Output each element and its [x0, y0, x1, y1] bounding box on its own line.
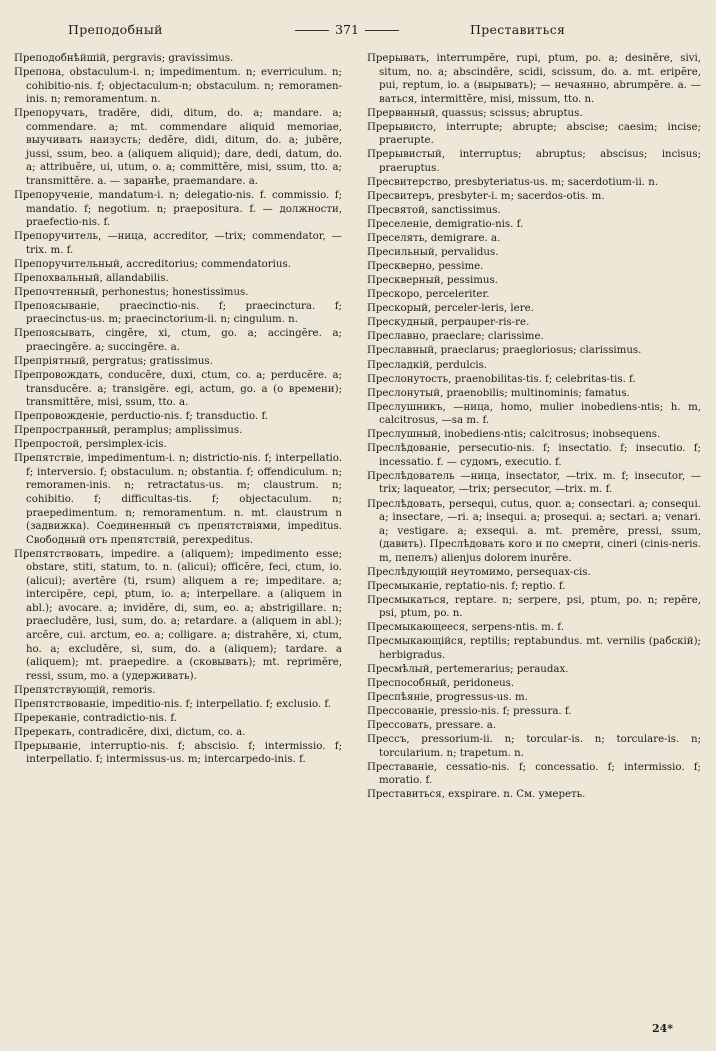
dictionary-entry: Преслушникъ, —ница, homo, mulier inobediens-ntis; h. m, calcitrosus, —sa m. f.: [367, 401, 701, 427]
dictionary-entry: Пререканіе, contradictio-nis. f.: [14, 712, 177, 724]
dictionary-entry: Прерываніе, interruptio-nis. f; abscisio. f; intermissio. f; interpellatio. f; intermissus-us. m; intercarpedo-inis. f.: [14, 740, 342, 766]
dictionary-entry: Препоручать, tradĕre, didi, ditum, do. a; mandare. a; commendare. a; mt. commendare aliquid memoriae, выучивать наизусть; dedĕre, didi, ditum, do. a; jubĕre, jussi, ssum, beo. a (aliquem aliquid); dare, dedi, datum, do. a; attribuĕre, ui, utum, o. a; committĕre, misi, ssum, tto. a; transmittĕre. a. — заранѣе, praemandare. a.: [14, 108, 342, 187]
dictionary-entry: Преспѣяніе, progressus-us. m.: [367, 692, 528, 704]
running-head-left: Преподобный: [68, 22, 163, 37]
dictionary-entry: Прессованіе, pressio-nis. f; pressura. f.: [367, 706, 572, 718]
dictionary-entry: Прерванный, quassus; scissus; abruptus.: [367, 107, 583, 119]
dictionary-entry: Препохвальный, allandabilis.: [14, 272, 169, 284]
dictionary-entry: Пререкать, contradicĕre, dixi, dictum, co. a.: [14, 726, 246, 738]
dictionary-entry: Препятствующій, remoris.: [14, 684, 156, 696]
dictionary-entry: Прерывистый, interruptus; abruptus; abscisus; incisus; praeruptus.: [367, 149, 701, 174]
dictionary-entry: Прерывать, interrumpĕre, rupi, ptum, po. a; desinĕre, sivi, situm, no. a; abscindĕre, scidi, scissum, do. a. mt. eripĕre, pui, reptum, io. a (вырывать); — нечаянно, abrumpĕre. a. —ваться, intermittĕre, misi, missum, tto. n.: [367, 53, 701, 105]
right-column: [367, 52, 701, 803]
dictionary-entry: Препорученіе, mandatum-i. n; delegatio-nis. f. commissio. f; mandatio. f; negotium. n; praepositura. f. — должности, praefectio-nis. f.: [14, 189, 342, 229]
dash-rule-right: [365, 30, 399, 31]
dictionary-entry: Пресильный, pervalidus.: [367, 247, 499, 259]
dictionary-entry: Препоручительный, accreditorius; commendatorius.: [14, 258, 291, 270]
dictionary-entry: Препятствовать, impedire. a (aliquem); impedimento esse; obstare, stiti, statum, to. n. (alicui); officĕre, feci, ctum, io. (alicui); avertĕre (ti, rsum) aliquem a re; impeditare. a; intercipĕre, cepi, ptum, io. a; interpellare. a (aliquem in abl.); avocare. a; invidĕre, di, sum, eo. a; abstrigillare. n; praecludĕre, lusi, sum, do. a; retardare. a (aliquem in abl.); arcĕre, cui. arctum, eo. a; colligare. a; distrahĕre, xi, ctum, ho. a; excludĕre, si, sum, do. a (aliquem); tardare. a (aliquem); mt. praepedire. a (сковывать); mt. reprimĕre, ressi, ssum, mo. a (удерживать).: [14, 548, 342, 682]
dictionary-entry: Прерывисто, interrupte; abrupte; abscise; caesim; incise; praerupte.: [367, 121, 701, 147]
dictionary-entry: Препровожденіе, perductio-nis. f; transductio. f.: [14, 411, 269, 423]
dictionary-entry: Преслушный, inobediens-ntis; calcitrosus; inobsequens.: [367, 429, 661, 441]
page-header: [0, 16, 716, 42]
dictionary-entry: Препоясывать, cingĕre, xi, ctum, go. a; accingĕre. a; praecingĕre. a; succingĕre. a.: [14, 328, 342, 353]
dictionary-entry: Преспособный, peridoneus.: [367, 678, 515, 690]
dictionary-entry: Преслѣдовать, persequi, cutus, quor. a; consectari. a; consequi. a; insectare, —ri. a; insequi. a; prosequi. a; sectari. a; venari. a; vestigare. a; exsequi. a. mt. premĕre, pressi, ssum, (давить). Преслѣдовать кого и по смерти, cineri (cinis-neris. m, пепелъ) alienjus dolorem inurĕre.: [367, 498, 701, 564]
dictionary-entry: Препріятный, pergratus; gratissimus.: [14, 356, 213, 368]
page-number-group: [272, 22, 422, 37]
page-number: 371: [335, 22, 359, 37]
dictionary-entry: Препровождать, conducĕre, duxi, ctum, co. a; perducĕre. a; transducĕre. a; transigĕre. egi, actum, go. a (о времени); transmittĕre, misi, ssum, tto. a.: [14, 370, 342, 409]
dictionary-entry: Препоясываніе, praecinctio-nis. f; praecinctura. f; praecinctus-us. m; praecinctorium-ii. n; cingulum. n.: [14, 300, 342, 326]
dictionary-entry: Преслѣдователь —ница, insectator, —trix. m. f; insecutor, —trix; laqueator, —trix; persecutor, —trix. m. f.: [367, 470, 701, 496]
running-head-right: Преставиться: [470, 22, 566, 37]
dictionary-entry: Пресвитеръ, presbyter-i. m; sacerdos-otis. m.: [367, 190, 605, 202]
dictionary-entry: Преставиться, exspirare. n. См. умереть.: [367, 789, 586, 801]
dictionary-entry: Пресмыкающійся, reptilis; reptabundus. mt. vernilis (рабскій); herbigradus.: [367, 636, 701, 662]
dictionary-entry: Препятствованіе, impeditio-nis. f; interpellatio. f; exclusio. f.: [14, 698, 332, 710]
dictionary-entry: Преподобнѣйшій, pergravis; gravissimus.: [14, 53, 234, 64]
dictionary-entry: Преставаніе, cessatio-nis. f; concessatio. f; intermissio. f; moratio. f.: [367, 761, 701, 787]
dictionary-entry: Прессовать, pressare. a.: [367, 720, 497, 732]
dictionary-entry: Препространный, peramplus; amplissimus.: [14, 425, 243, 437]
dictionary-entry: Пресвятой, sanctissimus.: [367, 205, 501, 217]
dictionary-entry: Препочтенный, perhonestus; honestissimus.: [14, 286, 249, 298]
dictionary-entry: Пресмыкаться, reptare. n; serpere, psi, ptum, po. n; repĕre, psi, ptum, po. n.: [367, 594, 701, 620]
dictionary-entry: Преслѣдующій неутомимо, persequax-cis.: [367, 566, 591, 578]
left-column: [14, 52, 342, 767]
dictionary-entry: Препростой, persimplex-icis.: [14, 439, 167, 451]
dictionary-entry: Преслѣдованіе, persecutio-nis. f; insectatio. f; insecutio. f; incessatio. f. — судомъ, executio. f.: [367, 443, 701, 468]
dictionary-entry: Прессъ, pressorium-ii. n; torcular-is. n; torculare-is. n; torcularium. n; trapetum. n.: [367, 734, 701, 759]
dictionary-entry: Пресмыканіе, reptatio-nis. f; reptio. f.: [367, 580, 566, 592]
dictionary-entry: Препоручитель, —ница, accreditor, —trix; commendator, —trix. m. f.: [14, 231, 342, 256]
dictionary-entry: Преславный, praeclarus; praegloriosus; clarissimus.: [367, 345, 642, 357]
dictionary-entry: Пресладкій, perdulcis.: [367, 359, 488, 371]
dictionary-entry: Препятствіе, impedimentum-i. n; districtio-nis. f; interpellatio. f; interversio. f; obstaculum. n; obstantia. f; offendiculum. n; remoramen-inis. n; retractatus-us. m; claustrum. n; cohibitio. f; difficultas-tis. f; objectaculum. n; praepedimentum. n; remoramentum. n. mt. claustrum n (задвижка). Соединенный съ препятствіями, impeditus. Свободный отъ препятствій, perexpeditus.: [14, 453, 342, 546]
dictionary-entry: Прескоро, perceleriter.: [367, 289, 490, 301]
dash-rule-left: [295, 30, 329, 31]
dictionary-entry: Пресвитерство, presbyteriatus-us. m; sacerdotium-ii. n.: [367, 176, 659, 188]
dictionary-entry: Пресмѣлый, pertemerarius; peraudax.: [367, 664, 569, 676]
dictionary-entry: Преселеніе, demigratio-nis. f.: [367, 219, 524, 231]
dictionary-entry: Преселять, demigrare. a.: [367, 233, 501, 245]
dictionary-entry: Прескверно, pessime.: [367, 261, 484, 273]
dictionary-entry: Пресмыкающееся, serpens-ntis. m. f.: [367, 622, 564, 634]
dictionary-entry: Преславно, praeclare; clarissime.: [367, 331, 544, 343]
signature-mark: 24*: [652, 1022, 674, 1035]
dictionary-entry: Прескверный, pessimus.: [367, 275, 498, 287]
dictionary-entry: Преслонутый, praenobilis; multinominis; famatus.: [367, 387, 630, 399]
dictionary-entry: Преслонутость, praenobilitas-tis. f; celebritas-tis. f.: [367, 373, 636, 385]
dictionary-entry: Препона, obstaculum-i. n; impedimentum. n; everriculum. n; cohibitio-nis. f; objectaculum-n; obstaculum. n; remoramen-inis. n; remoramentum. n.: [14, 67, 342, 106]
dictionary-entry: Прескудный, perpauper-ris-re.: [367, 317, 530, 329]
dictionary-entry: Прескорый, perceler-leris, lere.: [367, 303, 534, 315]
